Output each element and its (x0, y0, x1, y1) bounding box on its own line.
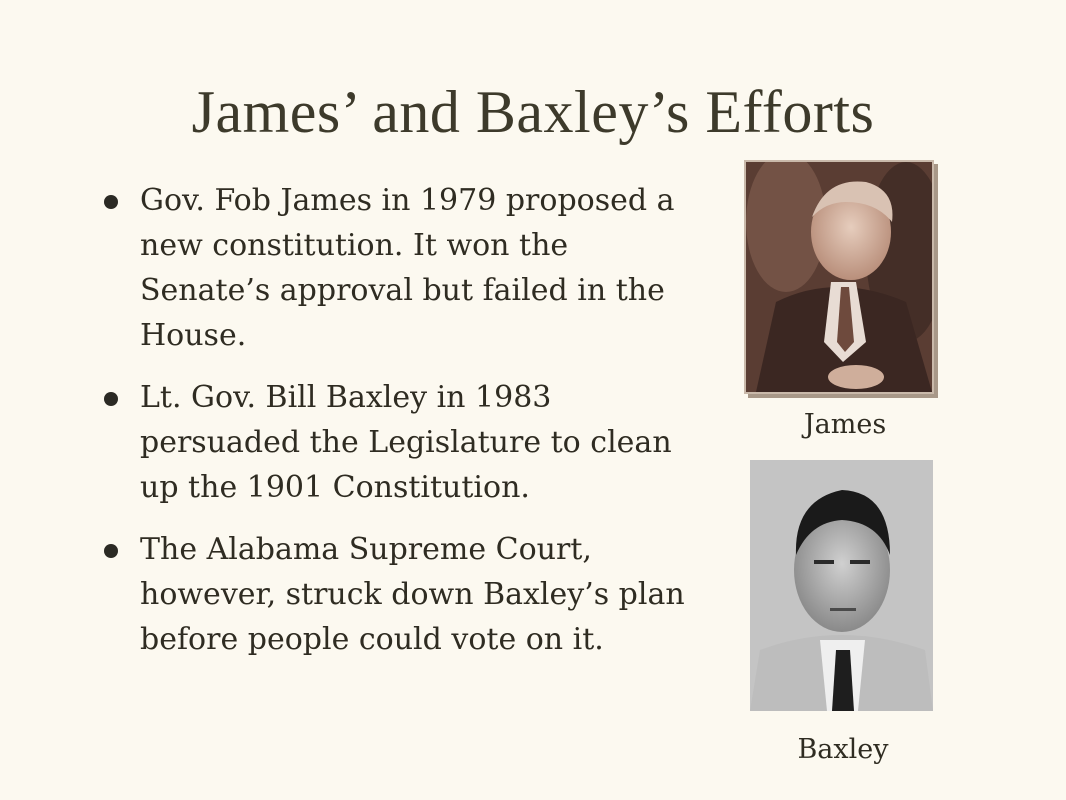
bullet-item (104, 375, 704, 510)
baxley-photo (750, 460, 933, 711)
slide-title: James’ and Baxley’s Efforts (191, 79, 875, 145)
bullet-text: Gov. Fob James in 1979 proposed a new constitution. It won the Senate’s approval but failed in the House. (140, 183, 675, 353)
baxley-caption: Baxley (797, 734, 889, 765)
baxley-portrait-illustration (750, 460, 933, 711)
bullet-item (104, 527, 704, 662)
bullet-icon (104, 195, 118, 209)
bullet-text: Lt. Gov. Bill Baxley in 1983 persuaded the Legislature to clean up the 1901 Constitution. (140, 380, 672, 505)
bullet-icon (104, 544, 118, 558)
bullet-text: The Alabama Supreme Court, however, struck down Baxley’s plan before people could vote on it. (140, 532, 685, 657)
bullet-list (104, 178, 704, 679)
bullet-item (104, 178, 704, 358)
bullet-icon (104, 392, 118, 406)
james-photo (744, 160, 934, 394)
james-caption: James (803, 409, 887, 440)
james-portrait-illustration (746, 162, 932, 392)
